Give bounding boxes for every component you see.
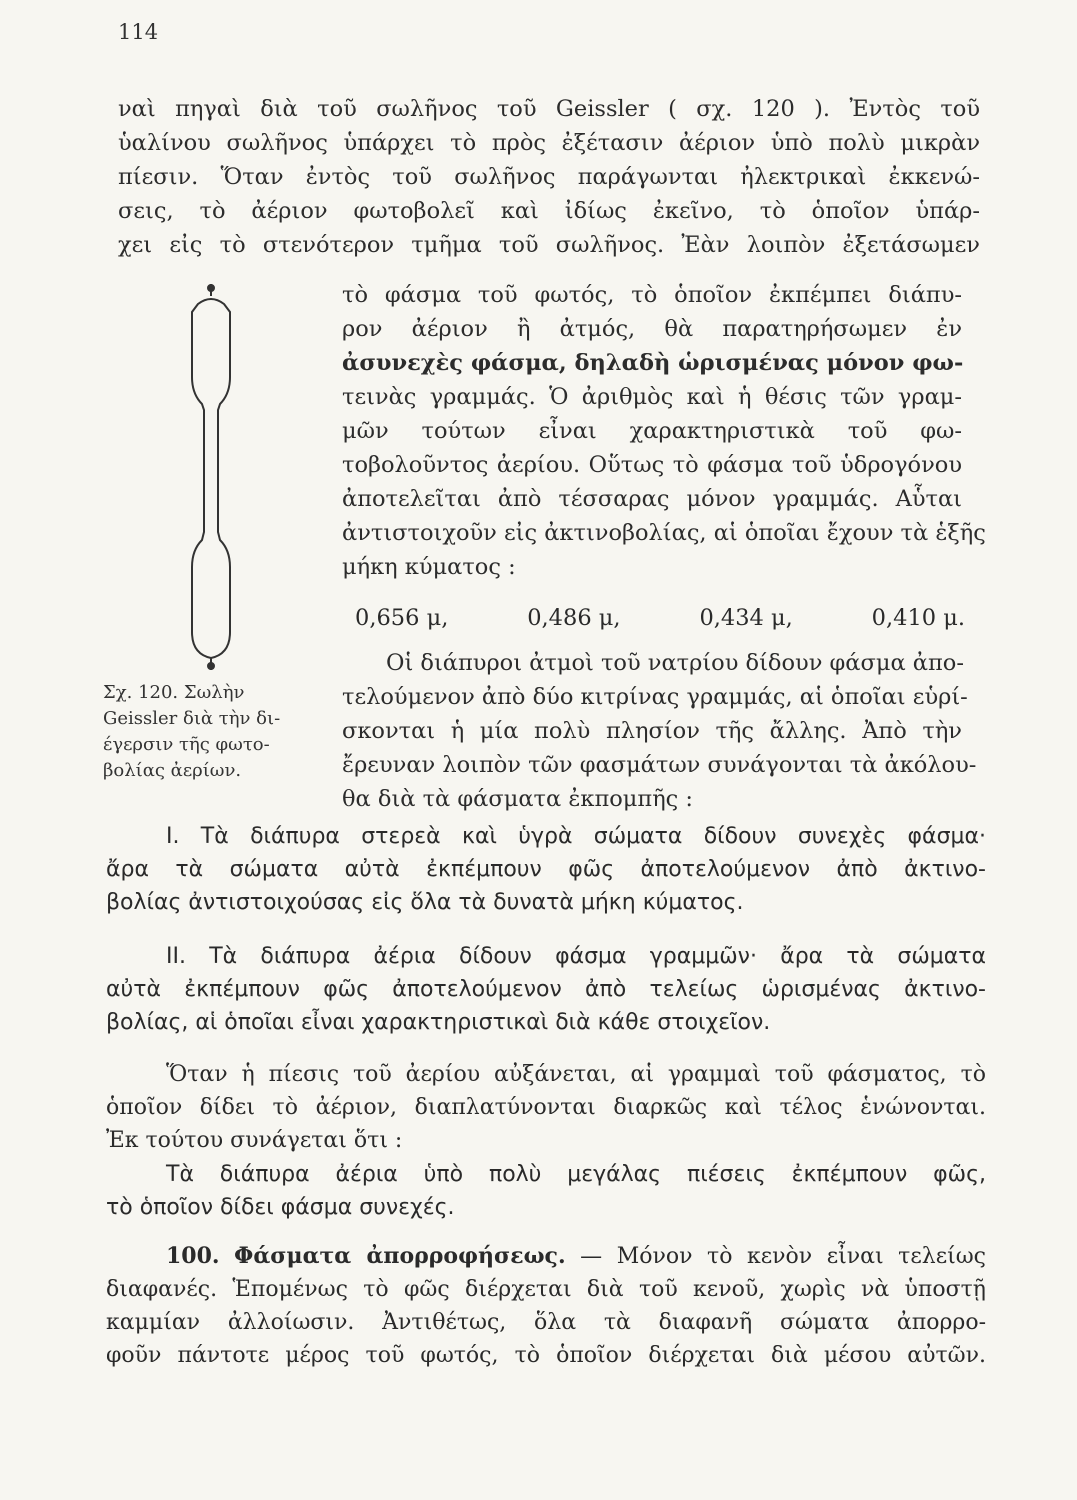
section-heading-line [106, 1240, 986, 1273]
figure-caption [103, 680, 323, 784]
section-100 [106, 1240, 986, 1372]
text-line: τελούμενον ἀπὸ δύο κιτρίνας γραμμάς, αἱ ὁποῖαι εὑρί- [342, 684, 968, 710]
text-line: σκονται ἡ μία πολὺ πλησίον τῆς ἄλλης. Ἀπὸ τὴν [342, 718, 962, 744]
text-line: ἀσυνεχὲς φάσμα, δηλαδὴ ὡρισμένας μόνον φω- [342, 350, 964, 376]
sodium-paragraph [342, 646, 977, 816]
wavelength-value: 0,434 μ, [699, 605, 793, 631]
text-line: ἀποτελεῖται ἀπὸ τέσσαρας μόνον γραμμάς. Αὗται [342, 486, 962, 512]
text-line: διαφανές. Ἑπομένως τὸ φῶς διέρχεται διὰ τοῦ κενοῦ, χωρὶς νὰ ὑποστῇ [106, 1277, 986, 1302]
text-line: Οἱ διάπυροι ἀτμοὶ τοῦ νατρίου δίδουν φάσμα ἀπο- [386, 650, 964, 676]
text-line: πίεσιν. Ὅταν ἐντὸς τοῦ σωλῆνος παράγωνται ἠλεκτρικαὶ ἐκκενώ- [118, 164, 980, 190]
text-line: Ὅταν ἡ πίεσις τοῦ ἀερίου αὐξάνεται, αἱ γραμμαὶ τοῦ φάσματος, τὸ [166, 1062, 986, 1087]
text-line: μῶν τούτων εἶναι χαρακτηριστικὰ τοῦ φω- [342, 418, 962, 444]
text-line: αὐτὰ ἐκπέμπουν φῶς ἀποτελούμενον ἀπὸ τελείως ὡρισμένας ἀκτινο- [106, 977, 986, 1002]
text-line: II. Τὰ διάπυρα ἀέρια δίδουν φάσμα γραμμῶν· ἄρα τὰ σώματα [166, 944, 986, 969]
page-number: 114 [118, 20, 159, 44]
text-line: Ἐκ τούτου συνάγεται ὅτι : [106, 1128, 403, 1153]
top-paragraph [118, 92, 980, 262]
wavelength-value: 0,486 μ, [527, 605, 621, 631]
side-paragraph [342, 278, 986, 584]
text-line: βολίας, αἱ ὁποῖαι εἶναι χαρακτηριστικαὶ διὰ κάθε στοιχεῖον. [106, 1010, 771, 1035]
wavelength-list [355, 605, 965, 631]
text-line: Τὰ διάπυρα ἀέρια ὑπὸ πολὺ μεγάλας πιέσεις ἐκπέμπουν φῶς, [166, 1162, 986, 1187]
section-title: Φάσματα ἀπορροφήσεως. [234, 1243, 566, 1269]
text-line: τοβολοῦντος ἀερίου. Οὕτως τὸ φάσμα τοῦ ὑδρογόνου [342, 452, 962, 478]
text-line: ὑαλίνου σωλῆνος ὑπάρχει τὸ πρὸς ἐξέτασιν ἀέριον ὑπὸ πολὺ μικρὰν [118, 130, 980, 156]
text-fragment: — Μόνον τὸ κενὸν εἶναι τελείως [580, 1244, 986, 1269]
text-line: ὁποῖον δίδει τὸ ἀέριον, διαπλατύνονται διαρκῶς καὶ τέλος ἑνώνονται. [106, 1095, 986, 1120]
wavelength-value: 0,410 μ. [871, 605, 965, 631]
rule-one [106, 820, 986, 919]
caption-line: Σχ. 120. Σωλὴν [103, 682, 245, 703]
pressure-paragraph [106, 1058, 986, 1157]
text-line: ἀντιστοιχοῦν εἰς ἀκτινοβολίας, αἱ ὁποῖαι ἔχουν τὰ ἑξῆς [342, 520, 986, 546]
caption-line: βολίας ἀερίων. [103, 760, 242, 781]
text-line: ἔρευναν λοιπὸν τῶν φασμάτων συνάγονται τὰ ἀκόλου- [342, 752, 977, 778]
text-line: σεις, τὸ ἀέριον φωτοβολεῖ καὶ ἰδίως ἐκεῖνο, τὸ ὁποῖον ὑπάρ- [118, 198, 980, 224]
text-line: θα διὰ τὰ φάσματα ἐκπομπῆς : [342, 786, 694, 812]
text-line: ρον ἀέριον ἢ ἀτμός, θὰ παρατηρήσωμεν ἐν [342, 316, 962, 342]
text-line: χει εἰς τὸ στενότερον τμῆμα τοῦ σωλῆνος. Ἐὰν λοιπὸν ἐξετάσωμεν [118, 232, 980, 258]
text-line: τὸ ὁποῖον δίδει φάσμα συνεχές. [106, 1195, 455, 1220]
text-line: ναὶ πηγαὶ διὰ τοῦ σωλῆνος τοῦ Geissler ( σχ. 120 ). Ἐντὸς τοῦ [118, 96, 980, 122]
text-line: μήκη κύματος : [342, 554, 516, 580]
caption-line: Geissler διὰ τὴν δι- [103, 708, 281, 729]
wavelength-value: 0,656 μ, [355, 605, 449, 631]
section-number: 100. [166, 1243, 220, 1269]
text-line: καμμίαν ἀλλοίωσιν. Ἀντιθέτως, ὅλα τὰ διαφανῆ σώματα ἀπορρο- [106, 1310, 986, 1335]
geissler-tube-figure [176, 282, 246, 672]
text-line: φοῦν πάντοτε μέρος τοῦ φωτός, τὸ ὁποῖον διέρχεται διὰ μέσου αὐτῶν. [106, 1343, 986, 1368]
conclusion-paragraph [106, 1158, 986, 1224]
text-line: I. Τὰ διάπυρα στερεὰ καὶ ὑγρὰ σώματα δίδουν συνεχὲς φάσμα· [166, 824, 986, 849]
rule-two [106, 940, 986, 1039]
text-line: ἄρα τὰ σώματα αὐτὰ ἐκπέμπουν φῶς ἀποτελούμενον ἀπὸ ἀκτινο- [106, 857, 986, 882]
text-line: τεινὰς γραμμάς. Ὁ ἀριθμὸς καὶ ἡ θέσις τῶν γραμ- [342, 384, 962, 410]
caption-line: έγερσιν τῆς φωτο- [103, 734, 270, 755]
text-line: βολίας ἀντιστοιχούσας εἰς ὅλα τὰ δυνατὰ μήκη κύματος. [106, 890, 744, 915]
text-line: τὸ φάσμα τοῦ φωτός, τὸ ὁποῖον ἐκπέμπει διάπυ- [342, 282, 962, 308]
